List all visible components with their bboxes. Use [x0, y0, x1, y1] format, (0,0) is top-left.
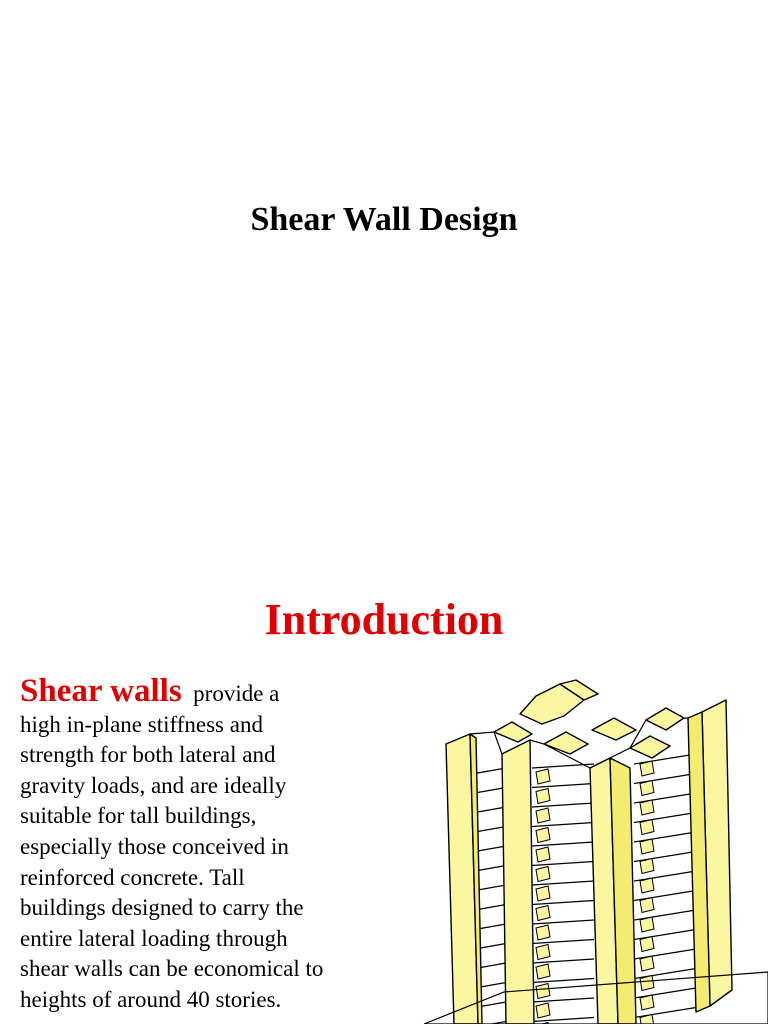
interior-wall-stub: [640, 761, 654, 776]
building-shear-walls-illustration: [384, 672, 768, 1024]
roof-wall-block: [544, 732, 588, 754]
floor-line: [532, 901, 594, 905]
interior-wall-stub: [536, 789, 550, 804]
floor-line: [634, 754, 696, 764]
interior-wall-stub: [640, 859, 654, 874]
intro-line: shear walls can be economical to: [20, 956, 324, 982]
intro-line: suitable for tall buildings,: [20, 803, 257, 829]
section-heading: Introduction: [264, 595, 504, 644]
interior-wall-stub: [536, 847, 550, 862]
interior-wall-stub: [536, 1003, 550, 1018]
interior-wall-stub: [640, 995, 654, 1010]
shear-walls: [446, 680, 732, 1024]
floor-line: [532, 803, 594, 807]
floor-line: [532, 979, 594, 983]
floor-line: [532, 881, 594, 885]
floor-line: [532, 959, 594, 963]
interior-wall-stub: [640, 839, 654, 854]
building-drawing: [384, 672, 768, 1024]
interior-wall-stub: [536, 867, 550, 882]
intro-line: entire lateral loading through: [20, 925, 288, 951]
interior-wall-stub: [640, 937, 654, 952]
interior-wall-stub: [536, 925, 550, 940]
lead-term: Shear walls: [20, 673, 182, 709]
floor-line: [532, 862, 594, 866]
floor-line: [532, 940, 594, 944]
roof-wall-block: [630, 736, 670, 758]
lead-rest: provide a: [193, 681, 280, 706]
interior-wall-stub: [536, 906, 550, 921]
interior-wall-stub: [536, 886, 550, 901]
intro-line: gravity loads, and are ideally: [20, 772, 287, 798]
floor-line: [532, 920, 594, 924]
roof-wall-block: [494, 722, 532, 742]
intro-line: buildings designed to carry the: [20, 895, 304, 921]
interior-wall-stub: [640, 917, 654, 932]
interior-wall-stub: [640, 898, 654, 913]
floor-line: [532, 1018, 594, 1022]
intro-line: heights of around 40 stories.: [20, 986, 282, 1012]
floor-line: [532, 998, 594, 1002]
shear-wall-center-left: [502, 740, 534, 1024]
interior-wall-stub: [536, 945, 550, 960]
interior-wall-stub: [536, 769, 550, 784]
slide-title: Shear Wall Design: [250, 201, 518, 238]
interior-wall-stub: [640, 800, 654, 815]
interior-wall-stub: [536, 828, 550, 843]
interior-wall-stub: [536, 964, 550, 979]
interior-wall-stub: [640, 956, 654, 971]
interior-wall-stub: [640, 976, 654, 991]
interior-wall-stub: [640, 878, 654, 893]
roof-wall-block: [646, 708, 684, 730]
intro-line: reinforced concrete. Tall: [20, 864, 245, 890]
roof-wall-block: [592, 718, 636, 740]
floor-line: [532, 784, 594, 788]
intro-first-line: [20, 673, 380, 710]
interior-wall-stub: [640, 820, 654, 835]
intro-line: especially those conceived in: [20, 833, 289, 859]
floor-line: [532, 842, 594, 846]
intro-paragraph: [20, 673, 380, 1016]
interior-wall-stub: [536, 984, 550, 999]
interior-wall-stub: [536, 808, 550, 823]
floor-line: [532, 823, 594, 827]
intro-line: strength for both lateral and: [20, 742, 276, 768]
interior-wall-stub: [640, 781, 654, 796]
intro-line: high in-plane stiffness and: [20, 711, 263, 737]
